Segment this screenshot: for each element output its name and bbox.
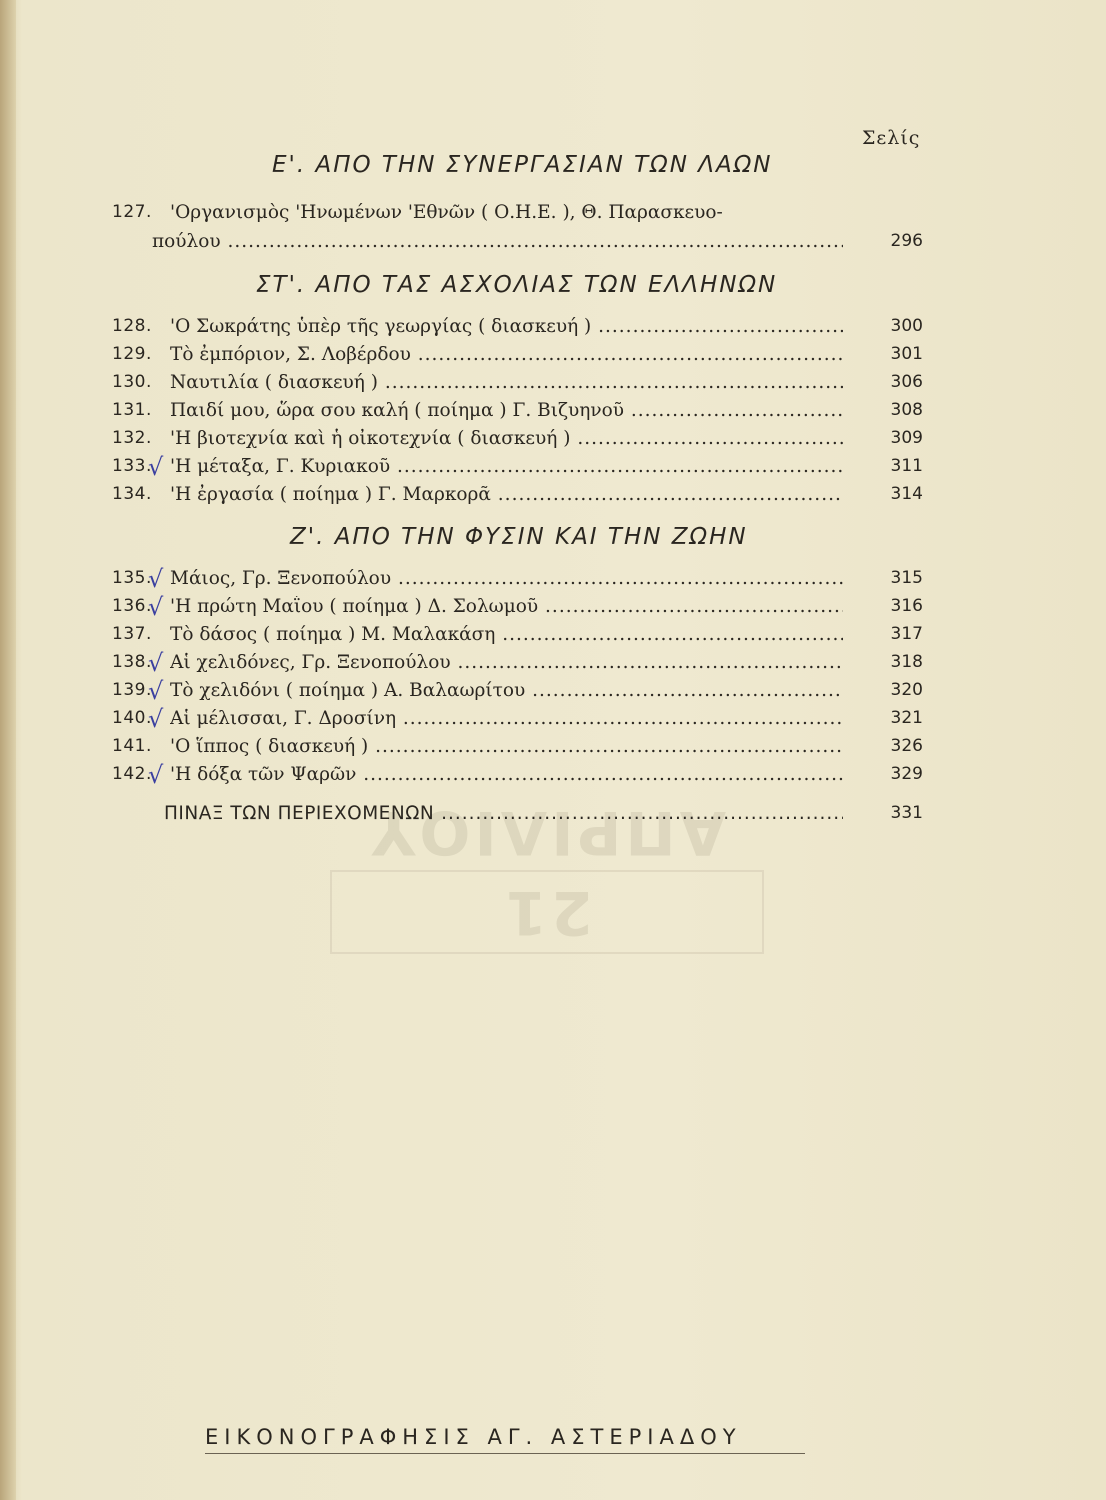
entry-title: ΠΙΝΑΞ ΤΩΝ ΠΕΡΙΕΧΟΜΕΝΩΝ ..... [164,803,843,824]
entry-page: 309 [890,428,923,448]
toc-entry-141 [112,736,923,764]
entry-title: Τὸ δάσος ( ποίημα ) Μ. Μαλακάση ..... [170,624,843,645]
show-through-stamp: 21 ΑΠΡΙΛΙΟΥ [330,870,764,954]
entry-page: 306 [890,372,923,392]
entry-page: 315 [890,568,923,588]
toc-entry-138 [112,649,923,680]
entry-page: 316 [890,596,923,616]
entry-page: 320 [890,680,923,700]
toc-entry-132 [112,428,923,456]
toc-entry-142 [112,761,923,792]
toc-entry-127-cont [112,231,923,259]
entry-page: 314 [890,484,923,504]
entry-page: 311 [890,456,923,476]
toc-entry-136 [112,593,923,624]
entry-number: 131. [112,400,152,420]
entry-page: 329 [890,764,923,784]
section-heading-e: Ε'. ΑΠΟ ΤΗΝ ΣΥΝΕΡΓΑΣΙΑΝ ΤΩΝ ΛΑΩΝ [272,152,773,178]
entry-number: 133. [112,456,152,476]
entry-page: 326 [890,736,923,756]
entry-title: Τὸ χελιδόνι ( ποίημα ) Α. Βαλαωρίτου ..... [170,680,843,701]
toc-entry-140 [112,705,923,736]
toc-entry-134 [112,484,923,512]
entry-title: 'Ο ἵππος ( διασκευή ) ..... [170,736,843,757]
entry-number: 129. [112,344,152,364]
entry-number: 128. [112,316,152,336]
checkmark-icon: √ [148,761,164,789]
entry-number: 140. [112,708,152,728]
entry-page: 300 [890,316,923,336]
toc-entry-127 [112,202,923,230]
entry-page: 301 [890,344,923,364]
toc-entry-131 [112,400,923,428]
entry-title: Ναυτιλία ( διασκευή ) ..... [170,372,843,393]
toc-entry-137 [112,624,923,652]
entry-number: 139. [112,680,152,700]
entry-page: 321 [890,708,923,728]
entry-title: Τὸ ἐμπόριον, Σ. Λοβέρδου ..... [170,344,843,365]
entry-title: 'Ο Σωκράτης ὑπὲρ τῆς γεωργίας ( διασκευή ) ..... [170,316,843,337]
page-column-label: Σελίς [862,127,921,149]
entry-number: 142. [112,764,152,784]
entry-title: Αἱ χελιδόνες, Γρ. Ξενοπούλου ..... [170,652,843,673]
entry-title: 'Η βιοτεχνία καὶ ἡ οἰκοτεχνία ( διασκευή ) ..... [170,428,843,449]
checkmark-icon: √ [148,649,164,677]
checkmark-icon: √ [148,677,164,705]
checkmark-icon: √ [148,705,164,733]
checkmark-icon: √ [148,453,164,481]
checkmark-icon: √ [148,593,164,621]
entry-page: 318 [890,652,923,672]
footer-rule [205,1453,805,1454]
entry-page: 331 [890,803,923,823]
entry-number: 132. [112,428,152,448]
toc-entry-129 [112,344,923,372]
illustrator-credit: ΕΙΚΟΝΟΓΡΑΦΗΣΙΣ ΑΓ. ΑΣΤΕΡΙΑΔΟΥ [205,1425,742,1449]
checkmark-icon: √ [148,565,164,593]
entry-number: 137. [112,624,152,644]
entry-page: 308 [890,400,923,420]
entry-title: 'Η δόξα τῶν Ψαρῶν ..... [170,764,843,785]
entry-number: 141. [112,736,152,756]
entry-title: 'Η πρώτη Μαΐου ( ποίημα ) Δ. Σολωμοῦ ..... [170,596,843,617]
entry-number: 135. [112,568,152,588]
entry-number: 134. [112,484,152,504]
entry-title: Παιδί μου, ὥρα σου καλή ( ποίημα ) Γ. Βιζυηνοῦ ..... [170,400,843,421]
section-heading-st: ΣΤ'. ΑΠΟ ΤΑΣ ΑΣΧΟΛΙΑΣ ΤΩΝ ΕΛΛΗΝΩΝ [256,272,778,298]
entry-title: πούλου ..... [152,231,843,252]
section-heading-z: Ζ'. ΑΠΟ ΤΗΝ ΦΥΣΙΝ ΚΑΙ ΤΗΝ ΖΩΗΝ [290,524,748,550]
toc-entry-130 [112,372,923,400]
entry-title: 'Η ἐργασία ( ποίημα ) Γ. Μαρκορᾶ ..... [170,484,843,505]
toc-entry-133 [112,453,923,484]
toc-entry-139 [112,677,923,708]
toc-entry-index [112,803,923,831]
entry-number: 136. [112,596,152,616]
entry-title: Αἱ μέλισσαι, Γ. Δροσίνη ..... [170,708,843,729]
entry-title: 'Οργανισμὸς 'Ηνωμένων 'Εθνῶν ( Ο.Η.Ε. ), Θ. Παρασκευο- [170,202,723,223]
entry-number: 138. [112,652,152,672]
toc-entry-128 [112,316,923,344]
entry-page: 317 [890,624,923,644]
toc-entry-135 [112,565,923,596]
entry-number: 127. [112,202,152,222]
entry-title: Μάιος, Γρ. Ξενοπούλου ..... [170,568,843,589]
page-binding-edge [0,0,16,1500]
entry-page: 296 [890,231,923,251]
entry-title: 'Η μέταξα, Γ. Κυριακοῦ ..... [170,456,843,477]
entry-number: 130. [112,372,152,392]
